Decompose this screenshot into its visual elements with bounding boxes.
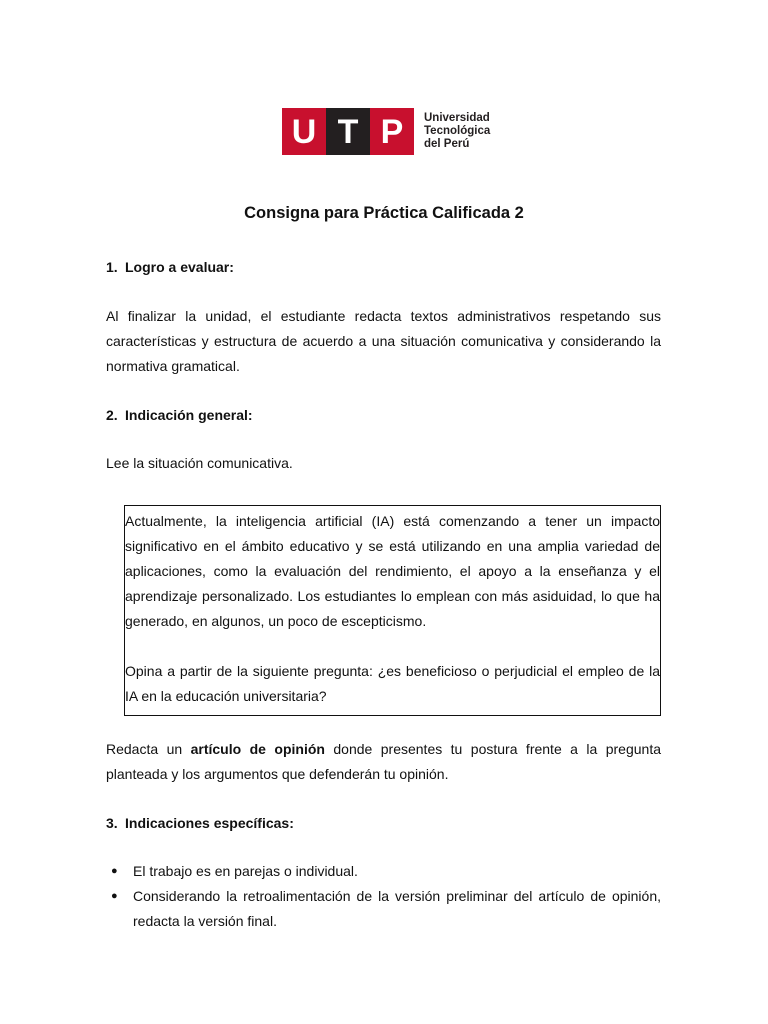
section-2-heading xyxy=(106,407,253,423)
logo-name-line-2: Tecnológica xyxy=(424,125,491,137)
section-3-heading-text: Indicaciones específicas: xyxy=(125,815,294,831)
instruction-before: Redacta un xyxy=(106,741,191,757)
situation-box xyxy=(124,505,661,716)
logo-university-name xyxy=(424,112,490,151)
section-2-heading-text: Indicación general: xyxy=(125,407,253,423)
section-1-number: 1. xyxy=(106,259,118,275)
list-item xyxy=(106,884,661,934)
section-2-number: 2. xyxy=(106,407,118,423)
list-item-text: Considerando la retroalimentación de la versión preliminar del artículo de opinión, redacta la versión final. xyxy=(133,888,661,929)
instruction-text xyxy=(106,737,661,787)
situation-text: Actualmente, la inteligencia artificial (IA) está comenzando a tener un impacto significativo en el ámbito educativo y se está utilizando en una amplia variedad de aplicaciones, como la evaluación del rendimiento, el apoyo a la enseñanza y el aprendizaje personalizado. Los estudiantes lo emplean con más asiduidad, lo que ha generado, en algunos, un poco de escepticismo. xyxy=(125,513,660,629)
section-2-intro: Lee la situación comunicativa. xyxy=(106,455,293,471)
situation-question: Opina a partir de la siguiente pregunta: ¿es beneficioso o perjudicial el empleo de la IA en la educación universitaria? xyxy=(125,663,660,704)
bullet-icon: ● xyxy=(111,865,118,877)
instruction-after: donde presentes tu postura frente a la pregunta planteada y los argumentos que defenderán tu opinión. xyxy=(106,741,661,782)
bullet-icon: ● xyxy=(111,890,118,902)
instruction-bold: artículo de opinión xyxy=(190,741,325,757)
document-title: Consigna para Práctica Calificada 2 xyxy=(244,204,524,222)
section-1-heading xyxy=(106,259,234,275)
section-1-text: Al finalizar la unidad, el estudiante redacta textos administrativos respetando sus características y estructura de acuerdo a una situación comunicativa y considerando la normativa gramatical. xyxy=(106,308,661,374)
list-item-text: El trabajo es en parejas o individual. xyxy=(133,863,358,879)
list-item xyxy=(106,859,661,884)
section-1-heading-text: Logro a evaluar: xyxy=(125,259,234,275)
specific-instructions-list xyxy=(106,859,661,934)
utp-logo xyxy=(282,108,490,155)
logo-letter-p: P xyxy=(370,108,414,155)
section-3-number: 3. xyxy=(106,815,118,831)
logo-letter-t: T xyxy=(326,108,370,155)
section-3-heading xyxy=(106,815,294,831)
logo-name-line-1: Universidad xyxy=(424,112,490,124)
logo-letter-u: U xyxy=(282,108,326,155)
logo-name-line-3: del Perú xyxy=(424,138,470,150)
